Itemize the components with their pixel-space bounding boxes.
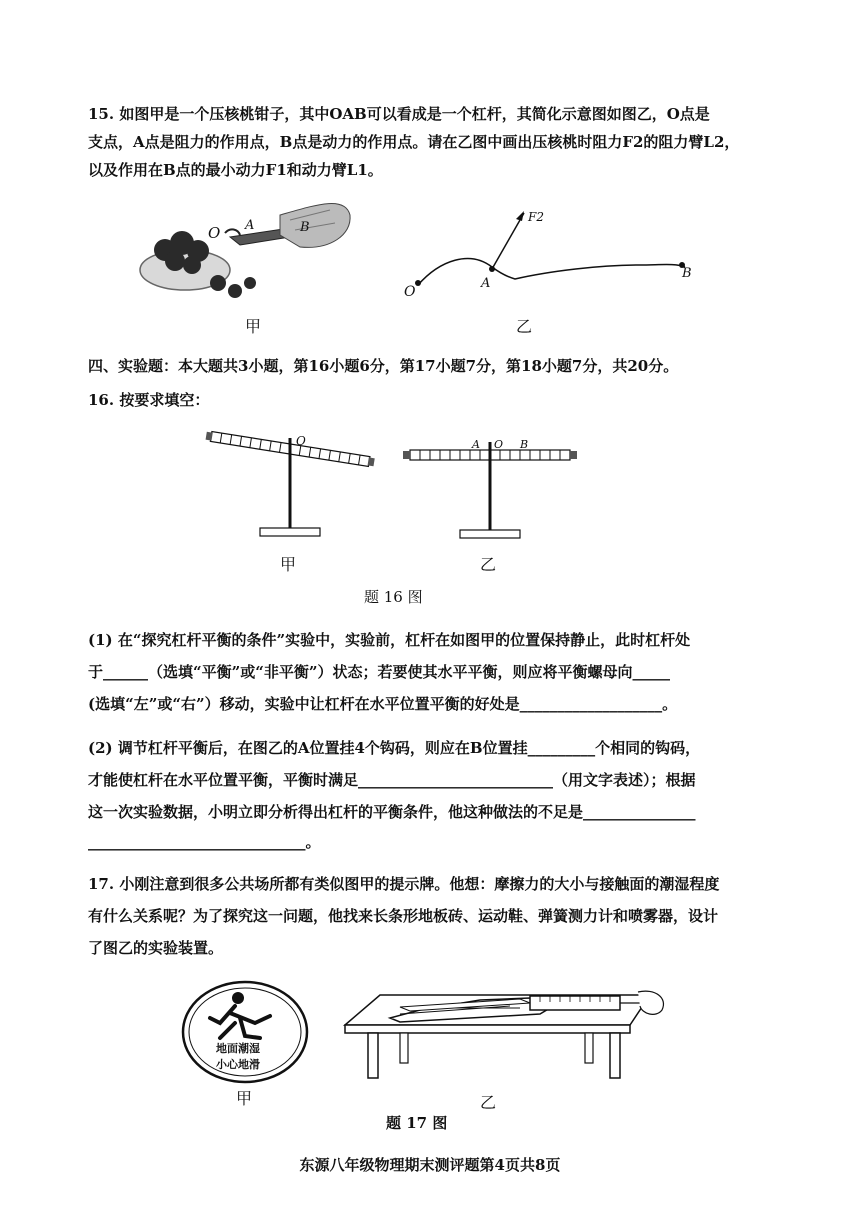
q15-fig-yi-label: 乙 <box>516 317 533 336</box>
photo-point-b: B <box>300 220 310 235</box>
q16-intro: 16. 按要求填空： <box>88 391 210 409</box>
q17-figure-caption: 题 17 图 <box>386 1114 448 1132</box>
diagram-point-b: B <box>682 266 692 281</box>
q16-yi-point-a: A <box>472 438 480 451</box>
hand <box>638 991 663 1014</box>
friction-apparatus <box>340 980 670 1085</box>
lever-diagram <box>400 205 700 300</box>
q17-line-3: 了图乙的实验装置。 <box>88 939 224 957</box>
point-o-dot <box>415 280 421 286</box>
q16-yi-point-b: B <box>520 438 529 451</box>
q15-line-1: 15. 如图甲是一个压核桃钳子，其中OAB可以看成是一个杠杆，其简化示意图如图乙，O点是 <box>88 105 710 123</box>
q16-part2-line-2: 才能使杠杆在水平位置平衡，平衡时满足__________________________（用文字表述）；根据 <box>88 771 696 789</box>
q16-part2-line-1: (2) 调节杠杆平衡后，在图乙的A位置挂4个钩码，则应在B位置挂_________个相同的钩码， <box>88 739 701 757</box>
q16-yi-point-o: O <box>494 438 504 451</box>
q16-fig-jia-label: 甲 <box>280 555 297 574</box>
diagram-point-o: O <box>404 284 416 300</box>
photo-point-a: A <box>245 218 255 233</box>
q15-fig-jia-label: 甲 <box>245 317 262 336</box>
q16-part1-line-3: (选填“左”或“右”）移动，实验中让杠杆在水平位置平衡的好处是___________________。 <box>88 695 678 713</box>
q16-part2-line-3: 这一次实验数据，小明立即分析得出杠杆的平衡条件，他这种做法的不足是_______________ <box>88 803 696 821</box>
q16-jia-point-o: O <box>296 434 306 448</box>
q16-lever-tilted <box>205 430 380 545</box>
q17-line-2: 有什么关系呢？为了探究这一问题，他找来长条形地板砖、运动鞋、弹簧测力计和喷雾器，设计 <box>88 907 719 925</box>
q16-part1-line-1: (1) 在“探究杠杆平衡的条件”实验中，实验前，杠杆在如图甲的位置保持静止，此时杠杆处 <box>88 631 691 649</box>
force-f2-arrow <box>492 213 524 269</box>
q17-fig-jia-label: 甲 <box>236 1089 253 1108</box>
section-4-heading: 四、实验题：本大题共3小题，第16小题6分，第17小题7分，第18小题7分，共20分。 <box>88 357 679 375</box>
photo-point-o: O <box>208 224 221 242</box>
q16-part1-line-2: 于______（选填“平衡”或“非平衡”）状态；若要使其水平平衡，则应将平衡螺母向_____ <box>88 663 671 681</box>
q17-line-1: 17. 小刚注意到很多公共场所都有类似图甲的提示牌。他想：摩擦力的大小与接触面的潮湿程度 <box>88 875 720 893</box>
q17-fig-yi-label: 乙 <box>480 1093 497 1112</box>
q15-line-3: 以及作用在B点的最小动力F1和动力臂L1。 <box>88 161 383 179</box>
sign-text-wet-floor: 地面潮湿 <box>216 1042 260 1055</box>
page-footer: 东源八年级物理期末测评题第4页共8页 <box>299 1156 561 1174</box>
q16-part2-line-4: _____________________________。 <box>88 833 321 851</box>
sign-text-slippery: 小心地滑 <box>216 1058 260 1071</box>
nutcracker-photo <box>130 195 360 305</box>
diagram-point-a: A <box>481 276 491 291</box>
point-a-dot <box>489 266 495 272</box>
spring-scale <box>530 996 620 1010</box>
q16-figure-caption: 题 16 图 <box>364 588 423 606</box>
q15-line-2: 支点，A点是阻力的作用点，B点是动力的作用点。请在乙图中画出压核桃时阻力F2的阻力臂L2， <box>88 133 740 151</box>
q16-fig-yi-label: 乙 <box>480 555 497 574</box>
q16-lever-level <box>400 430 580 545</box>
force-f2-label: F2 <box>528 210 544 224</box>
